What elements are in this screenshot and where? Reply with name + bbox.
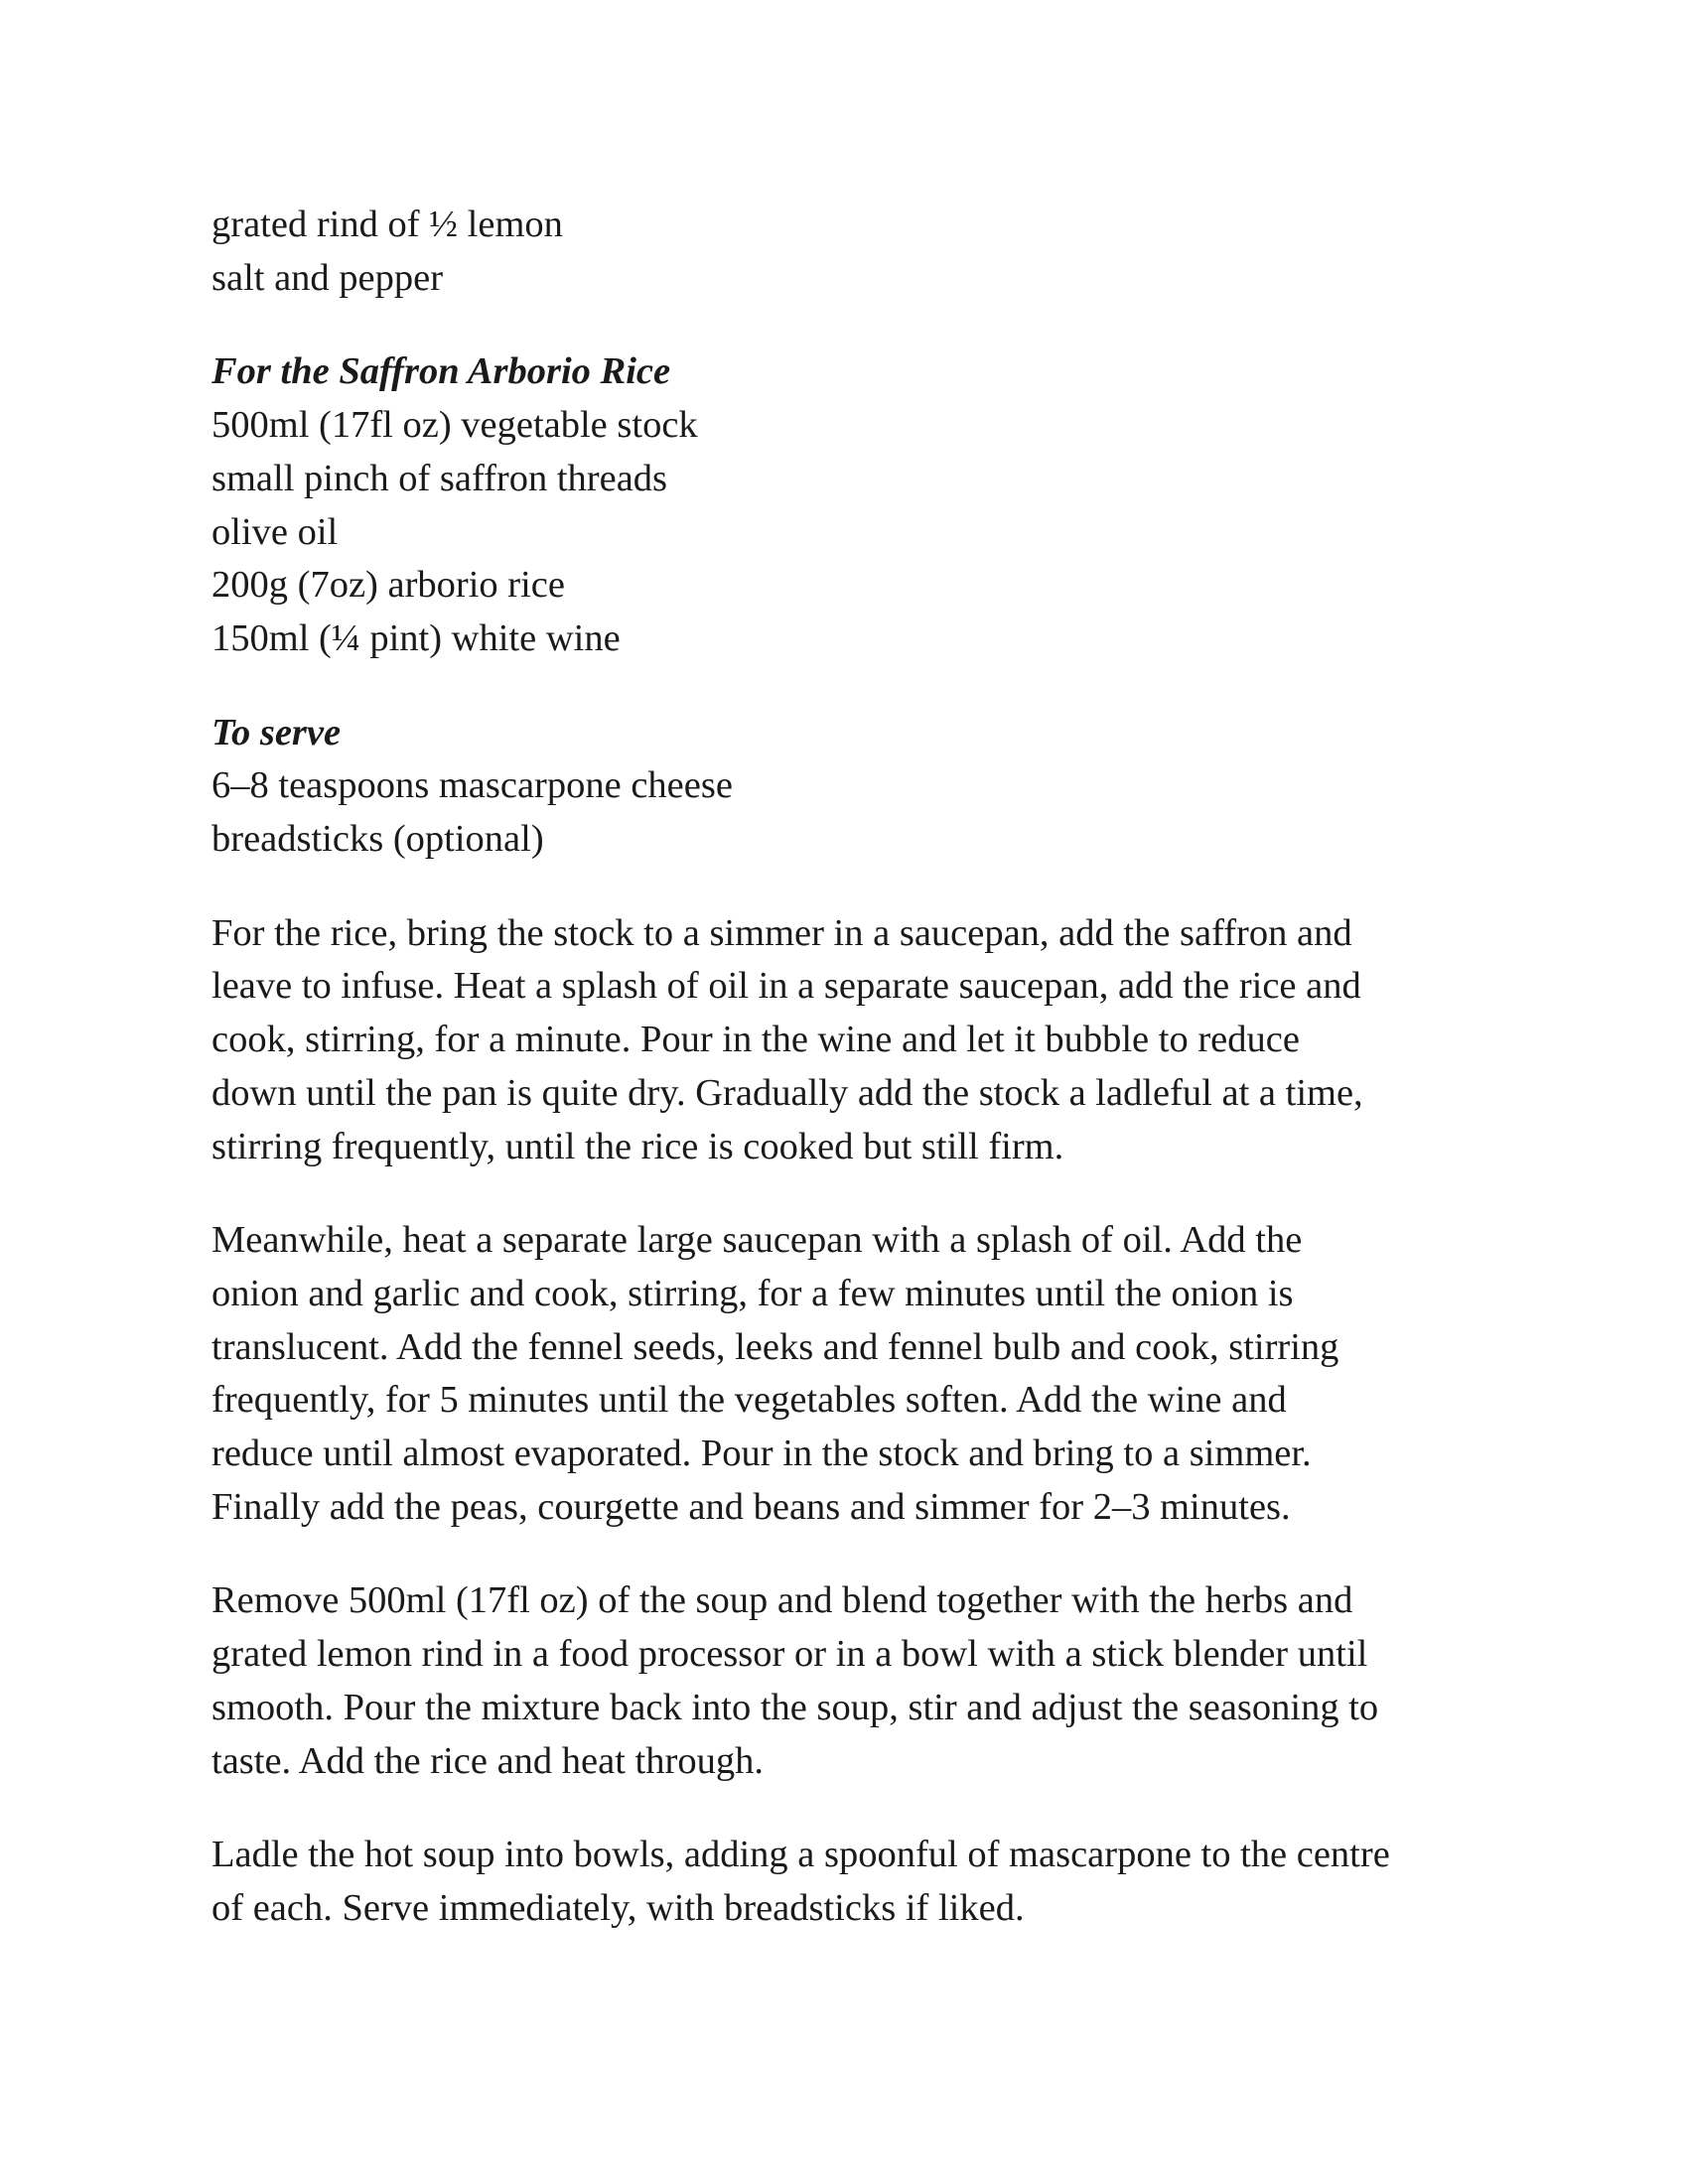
method-paragraph-blend [211, 1574, 1502, 1788]
method-line: smooth. Pour the mixture back into the soup, stir and adjust the seasoning to [211, 1686, 1379, 1728]
document-page [211, 199, 1502, 1977]
method-paragraph-rice [211, 907, 1502, 1174]
method-line: taste. Add the rice and heat through. [211, 1739, 764, 1782]
ingredient-line: olive oil [211, 510, 339, 553]
method-line: Remove 500ml (17fl oz) of the soup and blend together with the herbs and [211, 1579, 1353, 1622]
rice-ingredients-section [211, 345, 1502, 665]
method-paragraph-serve [211, 1829, 1502, 1935]
method-line: frequently, for 5 minutes until the vegetables soften. Add the wine and [211, 1379, 1287, 1422]
ingredient-line: 150ml (¼ pint) white wine [211, 616, 621, 659]
ingredient-line: 6–8 teaspoons mascarpone cheese [211, 764, 733, 807]
method-line: Ladle the hot soup into bowls, adding a spoonful of mascarpone to the centre [211, 1834, 1390, 1876]
method-paragraph-soup [211, 1214, 1502, 1534]
method-line: grated lemon rind in a food processor or in a bowl with a stick blender until [211, 1633, 1368, 1676]
method-line: reduce until almost evaporated. Pour in the stock and bring to a simmer. [211, 1433, 1312, 1475]
method-line: cook, stirring, for a minute. Pour in the wine and let it bubble to reduce [211, 1019, 1300, 1061]
ingredient-line: breadsticks (optional) [211, 818, 544, 861]
ingredients-top [211, 199, 1502, 305]
method-line: of each. Serve immediately, with breadsticks if liked. [211, 1886, 1025, 1929]
method-line: Meanwhile, heat a separate large saucepan with a splash of oil. Add the [211, 1219, 1303, 1262]
ingredient-line: 500ml (17fl oz) vegetable stock [211, 404, 698, 447]
ingredient-line: small pinch of saffron threads [211, 457, 668, 499]
serve-section-heading: To serve [211, 711, 342, 753]
ingredient-line: salt and pepper [211, 256, 444, 299]
method-line: leave to infuse. Heat a splash of oil in a separate saucepan, add the rice and [211, 965, 1361, 1008]
ingredient-line: 200g (7oz) arborio rice [211, 564, 565, 607]
method-line: For the rice, bring the stock to a simmer in a saucepan, add the saffron and [211, 911, 1352, 954]
method-line: onion and garlic and cook, stirring, for a few minutes until the onion is [211, 1272, 1294, 1314]
method-line: stirring frequently, until the rice is cooked but still firm. [211, 1125, 1064, 1167]
method-line: translucent. Add the fennel seeds, leeks and fennel bulb and cook, stirring [211, 1325, 1339, 1368]
serve-section [211, 707, 1502, 867]
rice-section-heading: For the Saffron Arborio Rice [211, 350, 671, 393]
method-line: down until the pan is quite dry. Gradually add the stock a ladleful at a time, [211, 1071, 1363, 1114]
method-line: Finally add the peas, courgette and beans and simmer for 2–3 minutes. [211, 1485, 1291, 1528]
ingredient-line: grated rind of ½ lemon [211, 204, 563, 245]
